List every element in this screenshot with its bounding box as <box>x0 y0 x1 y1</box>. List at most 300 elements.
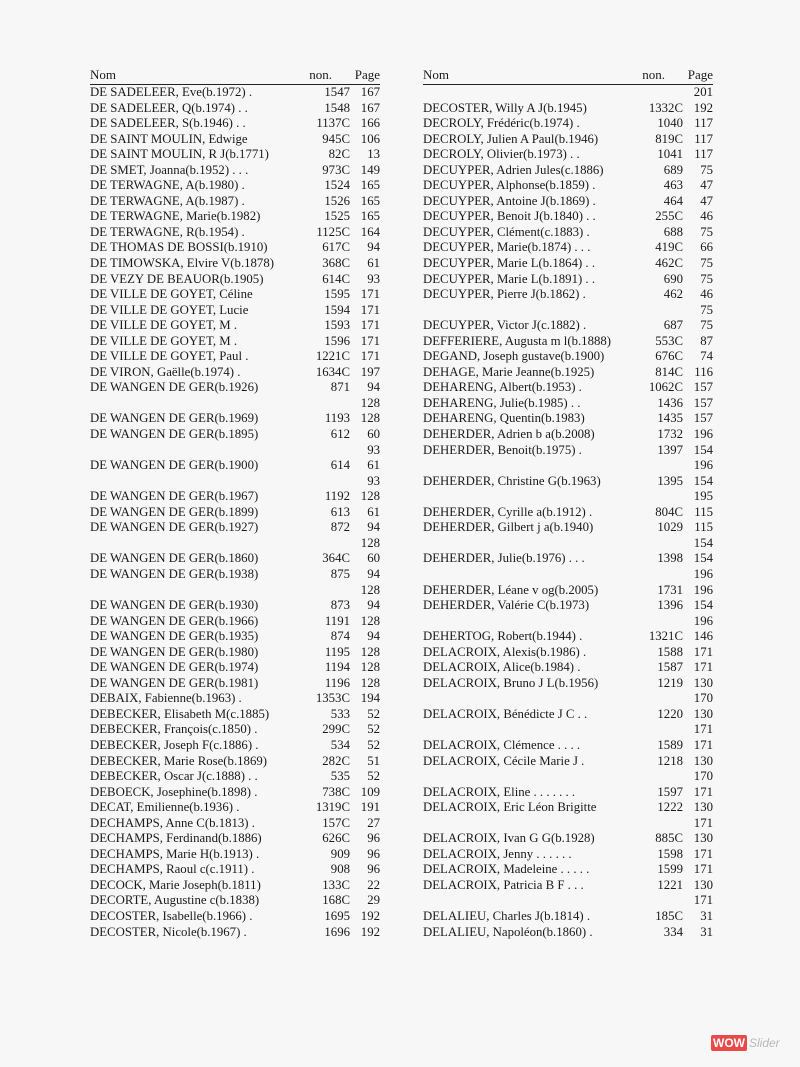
entry-page: 75 <box>700 302 713 317</box>
entry-page: 171 <box>693 862 713 877</box>
index-entry-row <box>423 396 713 412</box>
entry-name: DE SADELEER, Eve(b.1972) . <box>90 85 253 99</box>
index-entry-row <box>423 847 713 863</box>
header-non: non. <box>309 67 332 82</box>
entry-page: 166 <box>360 116 380 131</box>
index-column-left <box>90 66 380 940</box>
entry-number: 1218 <box>657 753 683 768</box>
entry-page: 109 <box>360 784 380 799</box>
index-entry-row <box>90 785 380 801</box>
entry-page: 130 <box>693 831 713 846</box>
entry-name: DEHERDER, Valérie C(b.1973) <box>423 598 590 613</box>
index-entry-row <box>90 847 380 863</box>
entry-number: 1220 <box>657 706 683 721</box>
entry-name: DEGAND, Joseph gustave(b.1900) <box>423 349 605 364</box>
entry-page: 116 <box>694 364 713 379</box>
index-entry-row <box>90 443 380 459</box>
entry-name: DECOSTER, Nicole(b.1967) . <box>90 924 247 939</box>
entry-page: 171 <box>693 660 713 675</box>
entry-number: 738C <box>322 784 350 799</box>
entry-number: 1436 <box>657 395 683 410</box>
index-entry-row <box>423 101 713 117</box>
entry-page: 164 <box>360 224 380 239</box>
entry-name: DE TIMOWSKA, Elvire V(b.1878) <box>90 256 274 271</box>
entry-page: 75 <box>700 162 713 177</box>
entry-number: 614 <box>330 458 350 473</box>
index-entry-row <box>423 567 713 583</box>
entry-name: DECUYPER, Benoit J(b.1840) . . <box>423 209 596 224</box>
entry-name: DELACROIX, Bénédicte J C . . <box>423 706 588 721</box>
entry-name: DE TERWAGNE, A(b.1980) . <box>90 178 245 193</box>
entry-name: DE TERWAGNE, Marie(b.1982) <box>90 209 261 224</box>
entry-name: DECHAMPS, Ferdinand(b.1886) <box>90 831 262 846</box>
entry-name: DELACROIX, Eline . . . . . . . <box>423 784 576 799</box>
entry-page: 115 <box>694 504 713 519</box>
entry-number: 185C <box>655 908 683 923</box>
entry-page: 192 <box>360 908 380 923</box>
entry-page: 154 <box>693 473 713 488</box>
index-entry-row <box>423 598 713 614</box>
entry-name: DELACROIX, Clémence . . . . <box>423 737 581 752</box>
entry-name: DE SAINT MOULIN, R J(b.1771) <box>90 147 269 162</box>
entry-name: DEBECKER, Marie Rose(b.1869) <box>90 753 268 768</box>
index-entry-row <box>90 738 380 754</box>
entry-page: 106 <box>360 131 380 146</box>
entry-number: 1396 <box>657 598 683 613</box>
entry-name: DECHAMPS, Marie H(b.1913) . <box>90 846 260 861</box>
index-entry-row <box>90 178 380 194</box>
entry-number: 1221 <box>657 877 683 892</box>
entry-page: 196 <box>693 613 713 628</box>
entry-page: 192 <box>360 924 380 939</box>
entry-page: 47 <box>700 193 713 208</box>
entry-name: DECOSTER, Isabelle(b.1966) . <box>90 908 253 923</box>
entry-page: 171 <box>693 815 713 830</box>
entry-number: 368C <box>322 256 350 271</box>
index-entry-row <box>90 769 380 785</box>
entry-name: DEHERDER, Adrien b a(b.2008) <box>423 427 595 442</box>
index-entry-row <box>423 365 713 381</box>
entry-page: 52 <box>367 722 380 737</box>
entry-number: 1732 <box>657 427 683 442</box>
entry-name: DE WANGEN DE GER(b.1900) <box>90 458 259 473</box>
entry-page: 61 <box>367 256 380 271</box>
entry-name: DEHARENG, Albert(b.1953) . <box>423 380 582 395</box>
entry-page: 130 <box>693 753 713 768</box>
entry-number: 419C <box>655 240 683 255</box>
entry-page: 96 <box>367 862 380 877</box>
entry-page: 130 <box>693 877 713 892</box>
entry-number: 1695 <box>324 908 350 923</box>
index-entry-row <box>90 505 380 521</box>
index-entry-row <box>423 349 713 365</box>
index-entry-row <box>90 334 380 350</box>
entry-number: 676C <box>655 349 683 364</box>
entry-name: DEHERDER, Julie(b.1976) . . . <box>423 551 585 566</box>
index-entry-row <box>90 800 380 816</box>
entry-name: DEHERDER, Cyrille a(b.1912) . <box>423 504 593 519</box>
entry-page: 171 <box>693 784 713 799</box>
entry-name: DECROLY, Julien A Paul(b.1946) <box>423 131 599 146</box>
index-entry-row <box>90 862 380 878</box>
entry-page: 171 <box>693 846 713 861</box>
index-entry-row <box>423 676 713 692</box>
entry-name: DE SMET, Joanna(b.1952) . . . <box>90 162 249 177</box>
entry-number: 814C <box>655 364 683 379</box>
entry-number: 1526 <box>324 193 350 208</box>
entry-number: 1588 <box>657 644 683 659</box>
entry-number: 1598 <box>657 846 683 861</box>
index-entry-row <box>423 862 713 878</box>
entry-name: DECUYPER, Antoine J(b.1869) . <box>423 193 596 208</box>
entry-page: 157 <box>693 380 713 395</box>
watermark-brand: WOW <box>713 1036 745 1050</box>
entry-name: DELACROIX, Madeleine . . . . . <box>423 862 590 877</box>
entry-name: DEHARENG, Julie(b.1985) . . <box>423 395 581 410</box>
index-entry-row <box>90 520 380 536</box>
entry-name: DECUYPER, Alphonse(b.1859) . <box>423 178 596 193</box>
index-entry-row <box>423 209 713 225</box>
entry-name: DE SADELEER, S(b.1946) . . <box>90 116 246 131</box>
entry-name: DECROLY, Frédéric(b.1974) . <box>423 116 580 131</box>
entry-page: 128 <box>360 644 380 659</box>
entry-page: 128 <box>360 675 380 690</box>
entry-name: DE WANGEN DE GER(b.1899) <box>90 504 259 519</box>
index-entry-row <box>423 878 713 894</box>
entry-number: 1195 <box>324 644 350 659</box>
index-entry-row <box>90 925 380 941</box>
entry-number: 1547 <box>324 85 350 99</box>
entry-number: 157C <box>322 815 350 830</box>
entry-number: 885C <box>655 831 683 846</box>
header-nom: Nom <box>90 67 116 82</box>
entry-name: DEBECKER, Oscar J(c.1888) . . <box>90 769 258 784</box>
index-entry-row <box>423 225 713 241</box>
entry-page: 93 <box>367 473 380 488</box>
entry-page: 130 <box>693 800 713 815</box>
entry-number: 1398 <box>657 551 683 566</box>
entry-page: 93 <box>367 442 380 457</box>
entry-name: DEHERDER, Benoit(b.1975) . <box>423 442 582 457</box>
index-entry-row <box>90 707 380 723</box>
index-entry-row <box>90 816 380 832</box>
entry-number: 533 <box>330 706 350 721</box>
index-entry-row <box>423 272 713 288</box>
entry-page: 46 <box>700 287 713 302</box>
entry-page: 94 <box>367 566 380 581</box>
entry-name: DECUYPER, Marie L(b.1864) . . <box>423 256 596 271</box>
index-entry-row <box>90 209 380 225</box>
index-entry-row <box>423 925 713 941</box>
index-entry-row <box>423 629 713 645</box>
index-entry-row <box>423 583 713 599</box>
index-entry-row <box>423 474 713 490</box>
entry-number: 462 <box>663 287 683 302</box>
entry-number: 1062C <box>648 380 683 395</box>
entry-page: 146 <box>693 629 713 644</box>
entry-number: 908 <box>330 862 350 877</box>
index-entry-row <box>423 411 713 427</box>
entry-page: 13 <box>367 147 380 162</box>
entry-number: 1593 <box>324 318 350 333</box>
index-entry-row <box>90 365 380 381</box>
index-entry-row <box>90 909 380 925</box>
entry-page: 154 <box>693 598 713 613</box>
index-entry-row <box>423 707 713 723</box>
entry-page: 194 <box>360 691 380 706</box>
index-entry-row <box>90 396 380 412</box>
entry-name: DECORTE, Augustine c(b.1838) <box>90 893 260 908</box>
entry-number: 626C <box>322 831 350 846</box>
index-entry-row <box>90 489 380 505</box>
entry-name: DE THOMAS DE BOSSI(b.1910) <box>90 240 268 255</box>
entry-number: 1589 <box>657 737 683 752</box>
entry-page: 167 <box>360 100 380 115</box>
entry-number: 909 <box>330 846 350 861</box>
entry-number: 1319C <box>315 800 350 815</box>
entry-number: 1596 <box>324 333 350 348</box>
entry-number: 1594 <box>324 302 350 317</box>
index-entry-row <box>90 567 380 583</box>
entry-page: 52 <box>367 769 380 784</box>
entry-number: 1599 <box>657 862 683 877</box>
entry-name: DE VIRON, Gaëlle(b.1974) . <box>90 364 241 379</box>
entry-name: DECUYPER, Marie L(b.1891) . . <box>423 271 596 286</box>
entry-name: DELACROIX, Patricia B F . . . <box>423 877 584 892</box>
entry-number: 168C <box>322 893 350 908</box>
entry-page: 154 <box>693 442 713 457</box>
entry-page: 170 <box>693 691 713 706</box>
entry-name: DEBECKER, François(c.1850) . <box>90 722 258 737</box>
entry-page: 171 <box>360 302 380 317</box>
entry-name: DE SAINT MOULIN, Edwige <box>90 131 248 146</box>
entry-page: 171 <box>693 722 713 737</box>
entry-name: DE WANGEN DE GER(b.1966) <box>90 613 259 628</box>
entry-number: 819C <box>655 131 683 146</box>
entry-number: 1696 <box>324 924 350 939</box>
header-non: non. <box>642 67 665 82</box>
entry-number: 1221C <box>315 349 350 364</box>
entry-number: 462C <box>655 256 683 271</box>
entry-page: 196 <box>693 566 713 581</box>
entry-page: 171 <box>360 333 380 348</box>
entry-page: 46 <box>700 209 713 224</box>
entry-page: 167 <box>360 85 380 99</box>
entry-name: DEHERDER, Christine G(b.1963) <box>423 473 601 488</box>
entry-page: 201 <box>693 85 713 99</box>
index-entry-row <box>423 303 713 319</box>
entry-name: DELALIEU, Napoléon(b.1860) . <box>423 924 593 939</box>
entry-page: 75 <box>700 224 713 239</box>
entry-name: DE SADELEER, Q(b.1974) . . <box>90 100 248 115</box>
index-entry-row <box>90 256 380 272</box>
entry-name: DE TERWAGNE, A(b.1987) . <box>90 193 245 208</box>
entry-name: DE WANGEN DE GER(b.1926) <box>90 380 259 395</box>
entry-name: DEHERTOG, Robert(b.1944) . <box>423 629 583 644</box>
watermark-logo <box>711 1035 780 1051</box>
entry-number: 874 <box>330 629 350 644</box>
index-entry-row <box>90 831 380 847</box>
entry-name: DECAT, Emilienne(b.1936) . <box>90 800 240 815</box>
index-entry-row <box>423 318 713 334</box>
index-entry-row <box>90 629 380 645</box>
entry-page: 75 <box>700 271 713 286</box>
entry-page: 60 <box>367 551 380 566</box>
entry-number: 535 <box>330 769 350 784</box>
index-entry-row <box>90 474 380 490</box>
entry-name: DE WANGEN DE GER(b.1967) <box>90 489 259 504</box>
index-entry-row <box>90 225 380 241</box>
entry-name: DELALIEU, Charles J(b.1814) . <box>423 908 591 923</box>
index-entry-row <box>423 800 713 816</box>
entry-number: 299C <box>322 722 350 737</box>
entry-page: 117 <box>694 116 713 131</box>
entry-number: 973C <box>322 162 350 177</box>
entry-number: 1525 <box>324 209 350 224</box>
entry-number: 82C <box>328 147 350 162</box>
entry-number: 804C <box>655 504 683 519</box>
entry-page: 22 <box>367 877 380 892</box>
index-entry-row <box>90 147 380 163</box>
entry-page: 195 <box>693 489 713 504</box>
index-entry-row <box>423 489 713 505</box>
entry-page: 197 <box>360 364 380 379</box>
index-entry-row <box>90 287 380 303</box>
entry-page: 154 <box>693 535 713 550</box>
entry-number: 873 <box>330 598 350 613</box>
entry-number: 872 <box>330 520 350 535</box>
entry-page: 171 <box>693 737 713 752</box>
entry-name: DE VILLE DE GOYET, M . <box>90 318 238 333</box>
column-header <box>423 66 713 85</box>
entry-number: 689 <box>663 162 683 177</box>
index-entry-row <box>423 738 713 754</box>
entry-page: 66 <box>700 240 713 255</box>
entry-page: 51 <box>367 753 380 768</box>
entry-number: 1192 <box>324 489 350 504</box>
entry-page: 128 <box>360 535 380 550</box>
index-entry-row <box>90 85 380 101</box>
entry-page: 94 <box>367 520 380 535</box>
entry-name: DE WANGEN DE GER(b.1927) <box>90 520 259 535</box>
entry-number: 871 <box>330 380 350 395</box>
entry-page: 75 <box>700 318 713 333</box>
entry-page: 128 <box>360 411 380 426</box>
index-entry-row <box>90 614 380 630</box>
entry-name: DE WANGEN DE GER(b.1981) <box>90 675 259 690</box>
index-entry-row <box>90 163 380 179</box>
index-column-right <box>423 66 713 940</box>
entry-number: 612 <box>330 427 350 442</box>
entry-name: DELACROIX, Cécile Marie J . <box>423 753 585 768</box>
entry-page: 165 <box>360 178 380 193</box>
entry-number: 1634C <box>315 364 350 379</box>
index-entry-row <box>90 318 380 334</box>
entry-number: 1595 <box>324 287 350 302</box>
entry-number: 334 <box>663 924 683 939</box>
entry-page: 115 <box>694 520 713 535</box>
index-entry-row <box>90 598 380 614</box>
entry-name: DE VILLE DE GOYET, Paul . <box>90 349 249 364</box>
header-nom: Nom <box>423 67 449 82</box>
entry-name: DE WANGEN DE GER(b.1974) <box>90 660 259 675</box>
index-entry-row <box>423 147 713 163</box>
entry-name: DEHERDER, Léane v og(b.2005) <box>423 582 599 597</box>
index-entry-row <box>90 116 380 132</box>
entry-number: 1222 <box>657 800 683 815</box>
entry-page: 75 <box>700 256 713 271</box>
entry-name: DECOSTER, Willy A J(b.1945) <box>423 100 587 115</box>
entry-number: 1191 <box>324 613 350 628</box>
entry-page: 31 <box>700 908 713 923</box>
entry-number: 1524 <box>324 178 350 193</box>
entry-name: DE WANGEN DE GER(b.1980) <box>90 644 259 659</box>
index-entry-row <box>90 893 380 909</box>
entry-page: 128 <box>360 395 380 410</box>
index-entry-row <box>423 893 713 909</box>
entry-name: DELACROIX, Bruno J L(b.1956) <box>423 675 599 690</box>
entry-page: 74 <box>700 349 713 364</box>
entry-number: 688 <box>663 224 683 239</box>
index-entry-row <box>423 334 713 350</box>
entry-page: 128 <box>360 613 380 628</box>
index-entry-row <box>423 754 713 770</box>
entry-page: 154 <box>693 551 713 566</box>
entry-page: 52 <box>367 706 380 721</box>
entry-name: DE WANGEN DE GER(b.1969) <box>90 411 259 426</box>
index-entry-row <box>423 240 713 256</box>
entry-number: 534 <box>330 737 350 752</box>
entry-name: DELACROIX, Jenny . . . . . . <box>423 846 572 861</box>
entry-page: 60 <box>367 427 380 442</box>
entry-name: DE WANGEN DE GER(b.1860) <box>90 551 259 566</box>
entry-number: 1332C <box>648 100 683 115</box>
entry-page: 171 <box>360 318 380 333</box>
entry-name: DE VILLE DE GOYET, Céline <box>90 287 253 302</box>
entry-number: 133C <box>322 877 350 892</box>
entry-number: 1029 <box>657 520 683 535</box>
entry-page: 96 <box>367 846 380 861</box>
index-entry-row <box>423 691 713 707</box>
index-entry-row <box>423 443 713 459</box>
entry-number: 613 <box>330 504 350 519</box>
index-entry-row <box>90 676 380 692</box>
entry-number: 945C <box>322 131 350 146</box>
entry-number: 1395 <box>657 473 683 488</box>
index-entry-row <box>423 520 713 536</box>
entry-number: 1587 <box>657 660 683 675</box>
entry-page: 128 <box>360 489 380 504</box>
index-entry-row <box>90 536 380 552</box>
index-entry-row <box>90 660 380 676</box>
index-entry-row <box>90 101 380 117</box>
entry-name: DE VILLE DE GOYET, M . <box>90 333 238 348</box>
index-rows <box>423 85 713 940</box>
entry-page: 94 <box>367 240 380 255</box>
index-entry-row <box>90 551 380 567</box>
entry-page: 171 <box>360 349 380 364</box>
entry-number: 1194 <box>324 660 350 675</box>
entry-name: DELACROIX, Ivan G G(b.1928) <box>423 831 595 846</box>
index-entry-row <box>423 536 713 552</box>
index-entry-row <box>90 754 380 770</box>
entry-page: 196 <box>693 458 713 473</box>
entry-page: 128 <box>360 660 380 675</box>
entry-number: 1040 <box>657 116 683 131</box>
index-entry-row <box>90 691 380 707</box>
index-entry-row <box>423 256 713 272</box>
entry-page: 87 <box>700 333 713 348</box>
